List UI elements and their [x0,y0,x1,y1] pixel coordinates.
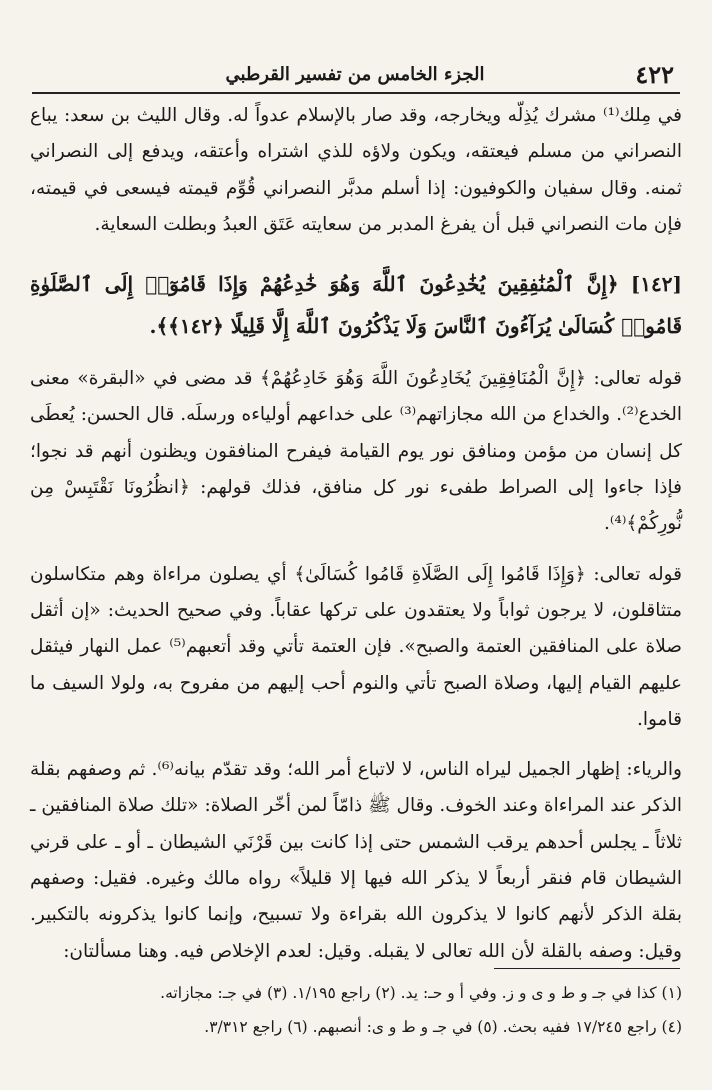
footnote-line-2: (٤) راجع ١٧/٢٤٥ ففيه بحث. (٥) في جـ و ط و ى: أنصبهم. (٦) راجع ٣/٣١٢. [204,1018,682,1036]
spacer [30,243,682,253]
page-header [30,58,680,92]
footnotes [30,976,682,1044]
spacer [30,543,682,557]
paragraph-2: قوله تعالى: ﴿إِنَّ الْمُنَافِقِينَ يُخَادِعُونَ اللَّهَ وَهُوَ خَادِعُهُمْ﴾ قد مضى في «البقرة» معنى الخدع⁽²⁾. والخداع من الله مجازاتهم⁽³⁾ على خداعهم أولياءه ورسلَه. قال الحسن: يُعطَى كل إنسان من مؤمن ومنافق نور يوم القيامة فيفرح المنافقون ويظنون أنهم قد نجوا؛ فإذا جاءوا إلى الصراط طفىء نور كل منافق، فذلك قولهم: ﴿انظُرُونَا نَقْتَبِسْ مِن نُّورِكُمْ﴾⁽⁴⁾. [30,368,682,535]
paragraph-1: في مِلك⁽¹⁾ مشرك يُذِلّه ويخارجه، وقد صار بالإسلام عدواً له. وقال الليث بن سعد: يباع النصراني من مسلم فيعتقه، ويكون ولاؤه للذي اشتراه وأعتقه، ويدفع إلى النصراني ثمنه. وقال سفيان والكوفيون: إذا أسلم مدبَّر النصراني قُوِّم قيمته فيسعى في قيمته، فإن مات النصراني قبل أن يفرغ المدبر من سعايته عَتَق العبدُ وبطلت السعاية. [30,105,682,235]
footnote-rule [494,968,680,969]
page-number: ٤٢٢ [635,60,674,89]
paragraph-4: والرياء: إظهار الجميل ليراه الناس، لا لاتباع أمر الله؛ وقد تقدّم بيانه⁽⁶⁾. ثم وصفهم بقلة الذكر عند المراءاة وعند الخوف. وقال ﷺ ذامّاً لمن أخّر الصلاة: «تلك صلاة المنافقين ـ ثلاثاً ـ يجلس أحدهم يرقب الشمس حتى إذا كانت بين قَرْنَي الشيطان ـ أو ـ على قرني الشيطان قام فنقر أربعاً لا يذكر الله فيها إلا قليلاً» رواه مالك وغيره. فقيل: وصفهم بقلة الذكر لأنهم كانوا لا يذكرون الله بقراءة ولا تسبيح، وإنما كانوا يذكرونه بالتكبير. وقيل: وصفه بالقلة لأن الله تعالى لا يقبله. وقيل: لعدم الإخلاص فيه. وهنا مسألتان: [30,759,682,962]
main-text [30,98,682,970]
spacer [30,347,682,361]
running-title: الجزء الخامس من تفسير القرطبي [225,64,485,85]
paragraph-3: قوله تعالى: ﴿وَإِذَا قَامُوا إِلَى الصَّلَاةِ قَامُوا كُسَالَىٰ﴾ أي يصلون مراءاة وهم متكاسلون متثاقلون، لا يرجون ثواباً ولا يعتقدون على تركها عقاباً. وفي صحيح الحديث: «إن أثقل صلاة على المنافقين العتمة والصبح». فإن العتمة تأتي وقد أتعبهم⁽⁵⁾ عمل النهار فيثقل عليهم القيام إليها، وصلاة الصبح تأتي والنوم أحب إليهم من مفروح به، ولولا السيف ما قاموا. [30,563,682,730]
quran-verse-142: [١٤٢] ﴿إِنَّ ٱلْمُنَٰفِقِينَ يُخَٰدِعُونَ ٱللَّهَ وَهُوَ خَٰدِعُهُمْ وَإِذَا قَامُوٓا۟ إِلَى ٱلصَّلَوٰةِ قَامُوا۟ كُسَالَىٰ يُرَآءُونَ ٱلنَّاسَ وَلَا يَذْكُرُونَ ٱللَّهَ إِلَّا قَلِيلًا ﴿١٤٢﴾﴾. [30,272,682,339]
footnote-line-1: (١) كذا في جـ و ط و ى و ز. وفي أ و حـ: يد. (٢) راجع ١/١٩٥. (٣) في جـ: مجازاته. [160,984,682,1002]
spacer [30,738,682,752]
header-rule [32,92,680,94]
